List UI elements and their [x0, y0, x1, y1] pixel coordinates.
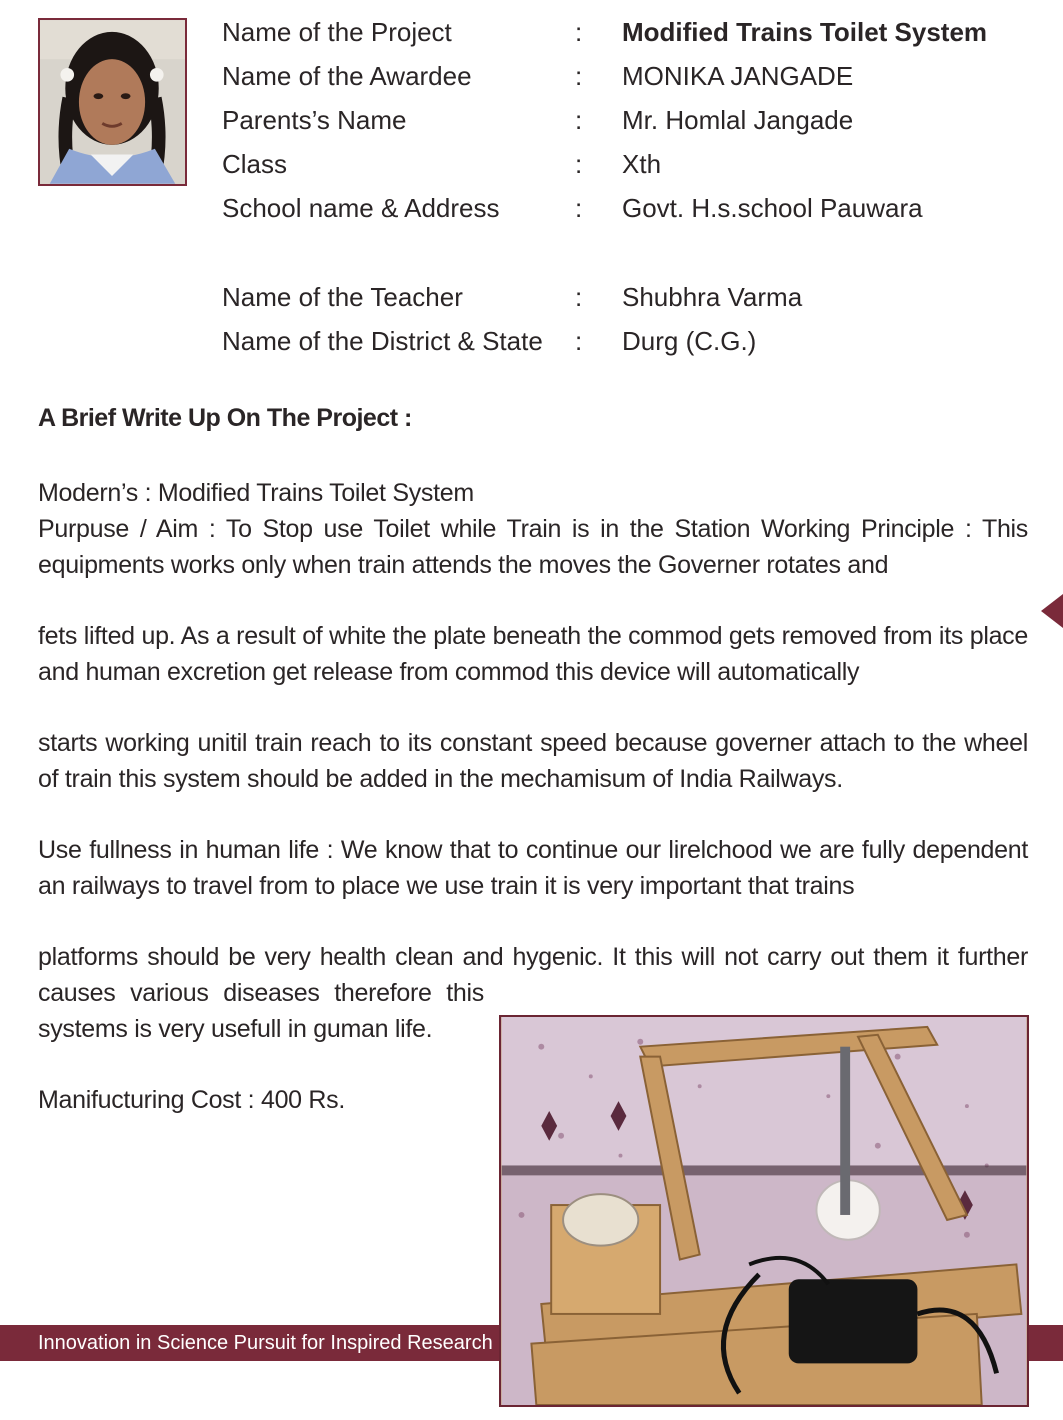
page-marker-arrow-icon: [1041, 594, 1063, 628]
writeup-line: Modern’s : Modified Trains Toilet System: [38, 479, 474, 507]
info-colon: :: [575, 149, 583, 179]
info-value: Xth: [622, 149, 662, 179]
info-colon: :: [575, 282, 583, 312]
writeup-line: Use fullness in human life : We know that to continue our lirelchood we are fully dependent: [38, 836, 1028, 864]
writeup-line: equipments works only when train attends the moves the Governer rotates and: [38, 551, 889, 579]
info-value: Modified Trains Toilet System: [622, 17, 988, 47]
info-value: Shubhra Varma: [622, 282, 803, 312]
project-model-photo: [499, 1015, 1029, 1407]
info-label: Name of the Project: [222, 17, 452, 47]
writeup-line: of train this system should be added in the mechamisum of India Railways.: [38, 765, 843, 793]
writeup-line: Purpuse / Aim : To Stop use Toilet while Train is in the Station Working Principle : This: [38, 515, 1028, 543]
info-colon: :: [575, 17, 583, 47]
info-colon: :: [575, 61, 583, 91]
info-row-parents: [0, 102, 1063, 138]
info-label: Class: [222, 149, 288, 179]
info-row-awardee: [0, 58, 1063, 94]
info-colon: :: [575, 326, 583, 356]
info-value: Govt. H.s.school Pauwara: [622, 193, 923, 223]
info-label: Name of the Teacher: [222, 282, 463, 312]
info-value: Durg (C.G.): [622, 326, 757, 356]
writeup-line: and human excretion get release from commod this device will automatically: [38, 658, 860, 686]
writeup-line: causes various diseases therefore this: [38, 979, 484, 1007]
writeup-line: platforms should be very health clean and hygenic. It this will not carry out them it further: [38, 943, 1028, 971]
info-value: MONIKA JANGADE: [622, 61, 854, 91]
writeup-line: systems is very usefull in guman life.: [38, 1015, 433, 1043]
writeup-line: an railways to travel from to place we use train it is very important that trains: [38, 872, 855, 900]
info-row-class: [0, 146, 1063, 182]
info-label: School name & Address: [222, 193, 500, 223]
info-label: Name of the Awardee: [222, 61, 472, 91]
info-label: Parents’s Name: [222, 105, 407, 135]
info-row-project: [0, 14, 1063, 50]
writeup-line: starts working unitil train reach to its constant speed because governer attach to the wheel: [38, 729, 1028, 757]
info-colon: :: [575, 193, 583, 223]
info-row-district: [0, 323, 1063, 359]
info-colon: :: [575, 105, 583, 135]
info-label: Name of the District & State: [222, 326, 543, 356]
footer-tagline: Innovation in Science Pursuit for Inspired Research: [38, 1332, 493, 1354]
manufacturing-cost: Manifucturing Cost : 400 Rs.: [38, 1086, 346, 1114]
info-value: Mr. Homlal Jangade: [622, 105, 854, 135]
info-row-school: [0, 190, 1063, 226]
info-row-teacher: [0, 279, 1063, 315]
writeup-line: fets lifted up. As a result of white the plate beneath the commod gets removed from its place: [38, 622, 1028, 650]
writeup-heading: A Brief Write Up On The Project :: [38, 404, 412, 432]
